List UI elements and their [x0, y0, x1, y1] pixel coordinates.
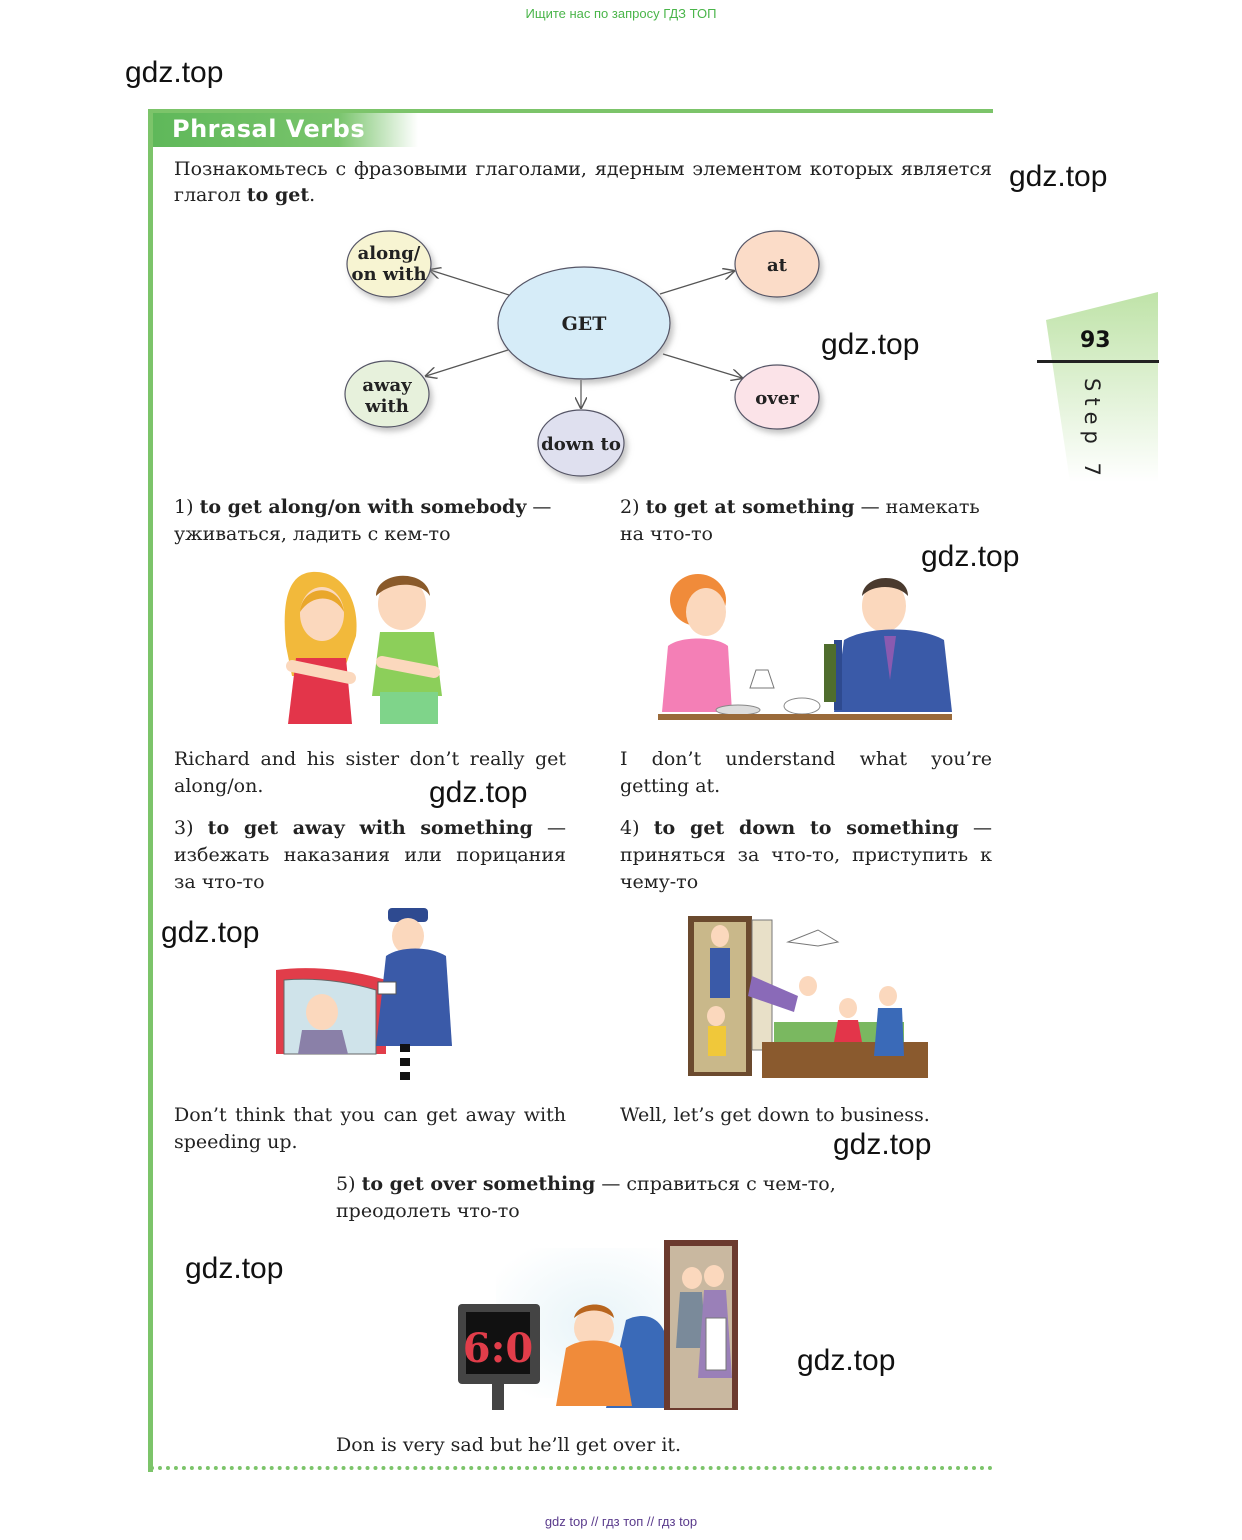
item-dash: — — [526, 496, 552, 518]
watermark: gdz.top — [1009, 160, 1108, 193]
item-2-definition — [620, 494, 992, 548]
item-phrase: to get away with something — [207, 817, 533, 839]
step-label: Step 7 — [1080, 378, 1104, 482]
item-number: 4) — [620, 817, 640, 839]
intro-keyword: to get — [246, 184, 310, 206]
watermark: gdz.top — [125, 56, 224, 89]
watermark: gdz.top — [185, 1252, 284, 1285]
tv-score: 6:0 — [462, 1325, 534, 1372]
bubble-away-label-1: away — [362, 375, 412, 396]
intro-sentence: Познакомьтесь с фразовыми глаголами, ядерным элементом которых является глагол — [174, 158, 992, 206]
bubble-along-on-with — [347, 231, 431, 297]
item-4-example: Well, let’s get down to business. — [620, 1104, 930, 1126]
bubble-over — [735, 365, 819, 429]
intro-end: . — [309, 184, 316, 206]
item-dash: — — [532, 817, 566, 839]
page-number: 93 — [1080, 328, 1111, 353]
footer-links[interactable]: gdz top // гдз топ // гдз top — [544, 1514, 698, 1529]
bubble-down-to — [538, 410, 624, 476]
bubble-at-label: at — [767, 255, 787, 276]
bubble-over-label: over — [755, 388, 799, 409]
item-phrase: to get along/on with somebody — [199, 496, 527, 518]
item-dash: — — [595, 1173, 627, 1195]
bubble-along-label-1: along/ — [357, 243, 421, 264]
item-number: 5) — [336, 1173, 356, 1195]
watermark: gdz.top — [161, 916, 260, 949]
intro-text — [174, 156, 992, 208]
item-1-example: Richard and his sister don’t really get along/on. — [174, 748, 566, 797]
bubble-away-with — [345, 361, 429, 427]
item-number: 3) — [174, 817, 194, 839]
watermark: gdz.top — [429, 776, 528, 809]
illustration-classroom — [688, 916, 928, 1082]
item-3-example: Don’t think that you can get away with speeding up. — [174, 1104, 566, 1153]
item-1-definition — [174, 494, 566, 548]
item-number: 1) — [174, 496, 194, 518]
illustration-policeman — [276, 906, 460, 1082]
item-dash: — — [958, 817, 993, 839]
item-5-example: Don is very sad but he’ll get over it. — [336, 1434, 682, 1456]
item-meaning: избежать наказания или порицания за что-то — [174, 844, 566, 893]
item-meaning: уживаться, ладить с кем-то — [174, 523, 451, 545]
item-number: 2) — [620, 496, 640, 518]
item-2-example: I don’t understand what you’re getting at. — [620, 748, 992, 797]
item-phrase: to get at something — [645, 496, 855, 518]
bubble-along-label-2: on with — [351, 264, 427, 285]
page-number-rule — [1037, 360, 1159, 363]
bubble-get — [498, 267, 670, 379]
section-title: Phrasal Verbs — [172, 115, 366, 143]
phrasal-verb-diagram — [330, 222, 850, 484]
item-3-definition — [174, 815, 566, 896]
bubble-down-label: down to — [541, 434, 621, 455]
item-phrase: to get down to something — [653, 817, 959, 839]
top-banner: Ищите нас по запросу ГДЗ ТОП — [525, 6, 717, 21]
item-meaning: намекать на что-то — [620, 496, 980, 545]
item-5-definition — [336, 1171, 876, 1225]
item-dash: — — [854, 496, 886, 518]
item-phrase: to get over something — [361, 1173, 596, 1195]
item-4-definition — [620, 815, 992, 896]
item-meaning: приняться за что-то, приступить к чему-то — [620, 844, 992, 893]
watermark: gdz.top — [833, 1128, 932, 1161]
bubble-at — [735, 231, 819, 297]
illustration-siblings — [272, 566, 468, 728]
illustration-dinner — [658, 570, 954, 724]
watermark: gdz.top — [821, 328, 920, 361]
frame-bottom-rule — [150, 1466, 993, 1470]
item-meaning: справиться с чем-то, преодолеть что-то — [336, 1173, 836, 1222]
watermark: gdz.top — [921, 540, 1020, 573]
bubble-get-label: GET — [561, 313, 607, 335]
frame-left-rule — [148, 110, 153, 1472]
bubble-away-label-2: with — [365, 396, 409, 417]
illustration-sad-fan — [456, 1238, 740, 1414]
watermark: gdz.top — [797, 1344, 896, 1377]
